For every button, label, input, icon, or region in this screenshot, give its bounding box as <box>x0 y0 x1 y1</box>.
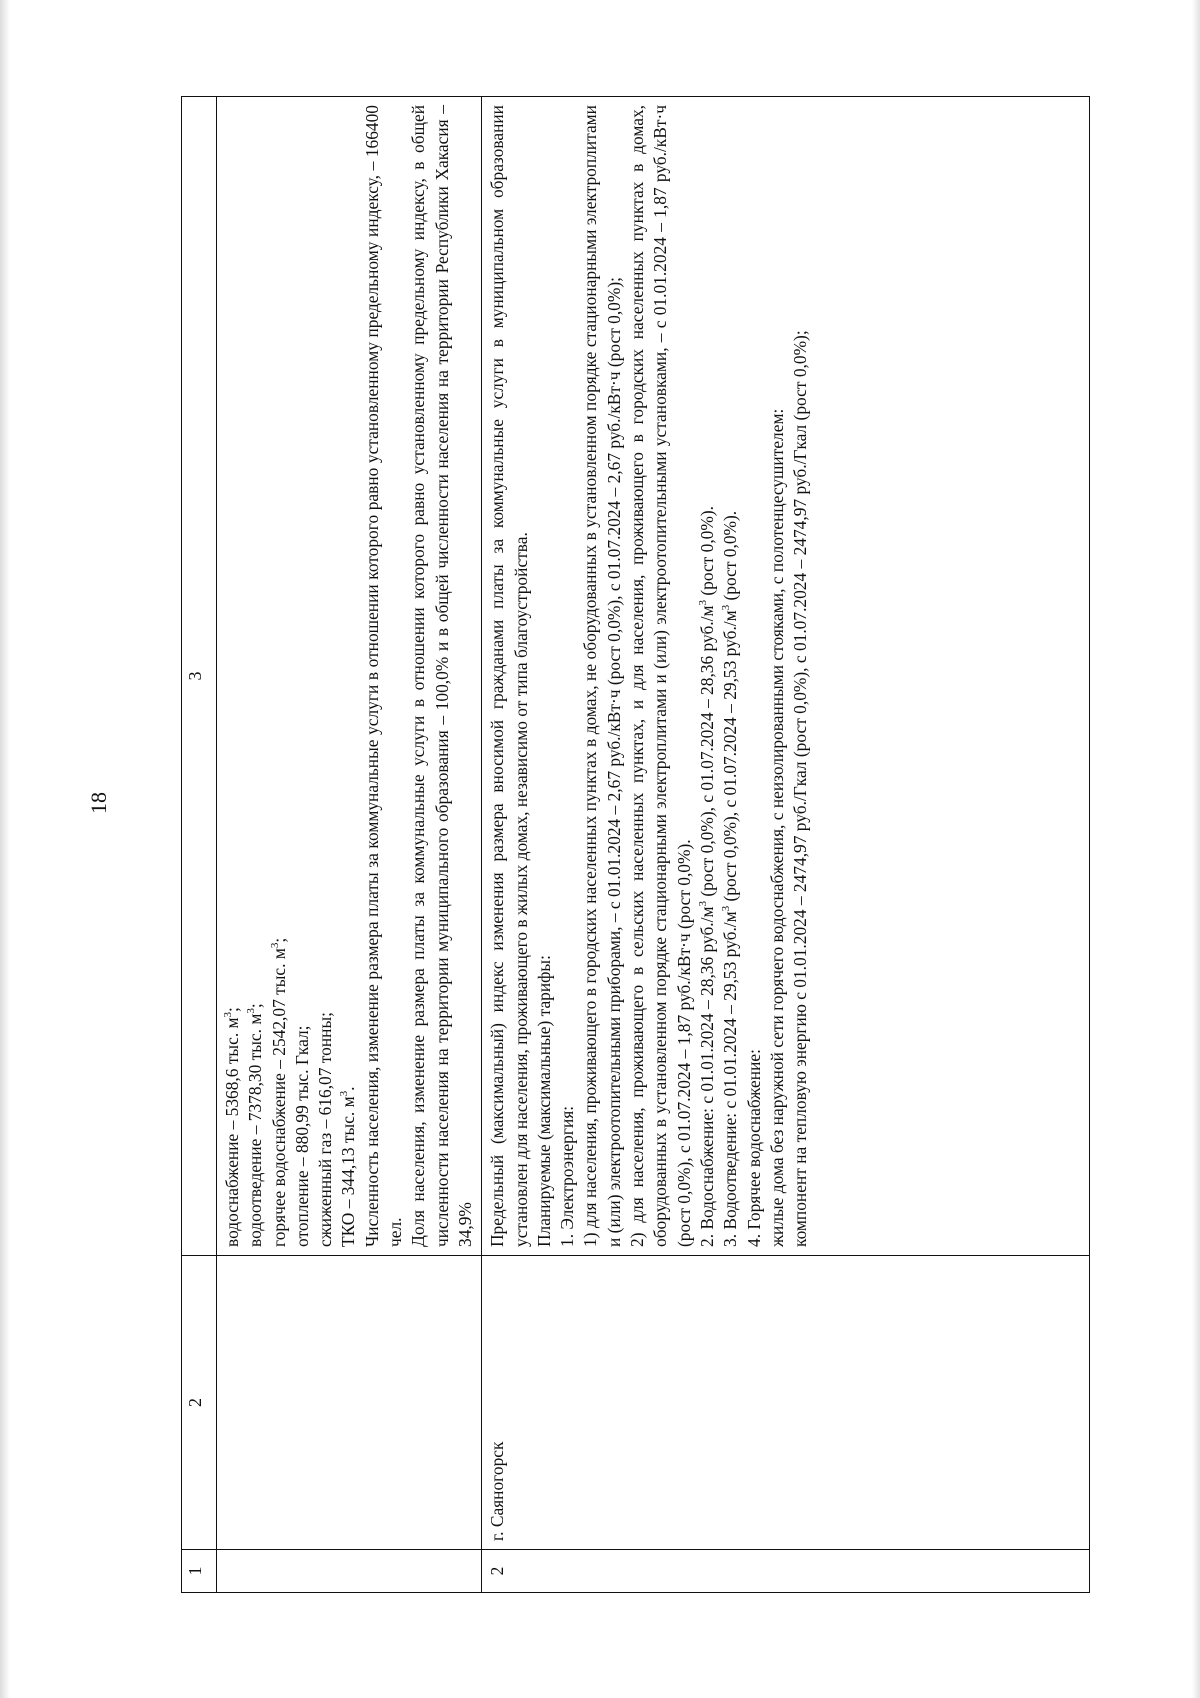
scan-edge-left <box>0 0 10 1698</box>
column-header-2: 2 <box>182 1256 217 1550</box>
paragraph: Численность населения, изменение размера платы за коммунальные услуги в отношении которого равно установленному предельному индексу, – 166400 чел. <box>361 105 406 1247</box>
paragraph: Доля населения, изменение размера платы за коммунальные услуги в отношении которого равно установленному предельному индексу, в общей численности населения на территории муниципального образования – 100,0% и в общей численности населения на территории Республики Хакасия – 34,9% <box>408 105 475 1247</box>
paragraph: Планируемые (максимальные) тарифы: <box>533 955 554 1247</box>
municipality-cell <box>217 1256 482 1550</box>
table-row-continued <box>217 97 482 1593</box>
paragraph: 1. Электроэнергия: <box>557 1105 578 1247</box>
column-header-1: 1 <box>182 1550 217 1593</box>
paragraph: 3. Водоотведение: с 01.01.2024 – 29,53 $руб./м^3$ (рост 0,0%), с 01.07.2024 – 29,53 $руб./м^3$ (рост 0,0%). <box>720 510 741 1247</box>
paragraph: 4. Горячее водоснабжение: <box>743 1049 764 1247</box>
page-number: 18 <box>86 792 111 814</box>
details-cell <box>482 97 1090 1256</box>
paragraph: 2. Водоснабжение: с 01.01.2024 – 28,36 $руб./м^3$ (рост 0,0%), с 01.07.2024 – 28,36 $руб./м^3$ (рост 0,0%). <box>696 506 717 1247</box>
row-number-cell <box>217 1550 482 1593</box>
list-item: ТКО – 344,13 тыс. $м^3$. <box>338 1086 359 1247</box>
data-table <box>181 96 1090 1593</box>
paragraph: 1) для населения, проживающего в городских населенных пунктах в домах, не оборудованных в установленном порядке стационарными электроплитами и (или) электроотопительными приборами, – с 01.01.2024 – 2,67 руб./кВт·ч (рост 0,0%), с 01.07.2024 – 2,67 руб./кВт·ч (рост 0,0%); <box>580 105 624 1247</box>
list-item: водоснабжение – 5368,6 тыс. $м^3$; <box>222 1007 242 1247</box>
table-header-row <box>182 97 217 1593</box>
paragraph: компонент на тепловую энергию с 01.01.2024 – 2474,97 руб./Гкал (рост 0,0%), с 01.07.2024 – 2474,97 руб./Гкал (рост 0,0%); <box>790 330 811 1247</box>
column-header-3: 3 <box>182 97 217 1256</box>
paragraph: Предельный (максимальный) индекс изменения размера вносимой гражданами платы за коммунальные услуги в муниципальном образовании установлен для населения, проживающего в жилых домах, независимо от типа благоустройства. <box>487 105 531 1247</box>
rotated-table-container <box>181 96 1090 1593</box>
list-item: водоотведение – 7378,30 тыс. $м^3$; <box>245 1003 266 1247</box>
list-item: горячее водоснабжение – 2542,07 тыс. $м^3$; <box>268 937 289 1247</box>
table-row <box>482 97 1090 1593</box>
scan-edge-right <box>1192 0 1200 1698</box>
list-item: отопление – 880,99 тыс. Гкал; <box>291 1025 312 1247</box>
row-number-cell: 2 <box>482 1550 1090 1593</box>
paragraph: 2) для населения, проживающего в сельских населенных пунктах, и для населения, проживающего в городских населенных пунктах в домах, оборудованных в установленном порядке стационарными электроплитами и (или) электроотопительными установками, – с 01.01.2024 – 1,87 руб./кВт·ч (рост 0,0%), с 01.07.2024 – 1,87 руб./кВт·ч (рост 0,0%). <box>627 105 694 1247</box>
details-cell <box>217 97 482 1256</box>
paragraph: жилые дома без наружной сети горячего водоснабжения, с неизолированными стояками, с полотенцесушителем: <box>766 408 787 1247</box>
municipality-cell: г. Саяногорск <box>482 1256 1090 1550</box>
list-item: сжиженный газ – 616,07 тонны; <box>315 1012 336 1247</box>
